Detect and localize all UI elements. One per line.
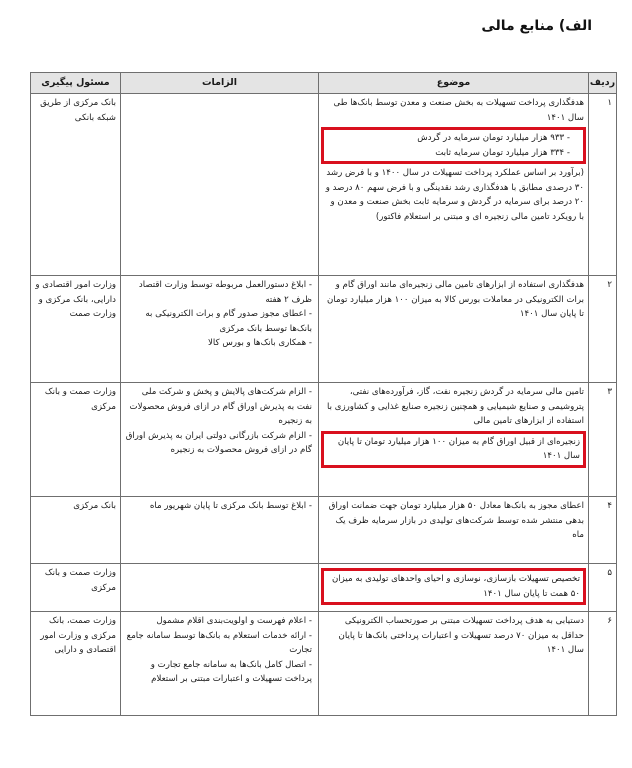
subject-text: هدفگذاری پرداخت تسهیلات به بخش صنعت و معدن توسط بانک‌ها طی سال ۱۴۰۱ [333,98,584,123]
document-title: الف) منابع مالی [481,18,592,34]
header-requirements: الزامات [121,73,319,94]
requirements-cell [121,276,319,383]
requirement-item: - ابلاغ توسط بانک مرکزی تا پایان شهریور ماه [149,501,312,511]
header-subject: موضوع [319,73,589,94]
header-row-number: ردیف [589,73,617,94]
row-number: ۲ [589,276,617,383]
responsible-cell: وزارت صمت، بانک مرکزی و وزارت امور اقتصادی و دارایی [31,612,121,716]
responsible-cell: وزارت امور اقتصادی و دارایی، بانک مرکزی و وزارت صمت [31,276,121,383]
highlight-box: تخصیص تسهیلات بازسازی، نوسازی و احیای واحدهای تولیدی به میزان ۵۰ همت تا پایان سال ۱۴۰۱ [321,568,586,605]
requirements-cell [121,383,319,497]
table-header-row [31,73,617,94]
requirements-cell [121,612,319,716]
table-row [31,276,617,383]
requirements-cell [121,497,319,564]
requirement-item: - ابلاغ دستورالعمل مربوطه توسط وزارت اقتصاد ظرف ۲ هفته [138,280,312,305]
subject-cell [319,564,589,612]
subject-note: (برآورد بر اساس عملکرد پرداخت تسهیلات در سال ۱۴۰۰ و با فرض رشد ۳۰ درصدی مطابق با هدفگذاری رشد نقدینگی و با فرض سهم ۸۰ درصد و ۲۰ درصد برای سرمایه در گردش و سرمایه ثابت بخش صنعت و معدن و با رویکرد تامین مالی زنجیره ای و مبتنی بر استعلام فاکتور) [325,168,584,222]
responsible-cell: بانک مرکزی [31,497,121,564]
header-responsible: مسئول پیگیری [31,73,121,94]
financial-resources-table [30,72,617,716]
requirement-item: - ارائه خدمات استعلام به بانک‌ها توسط سامانه جامع تجارت [126,630,312,655]
highlight-box: زنجیره‌ای از قبیل اوراق گام به میزان ۱۰۰ هزار میلیارد تومان تا پایان سال ۱۴۰۱ [321,431,586,468]
row-number: ۵ [589,564,617,612]
requirement-item: - همکاری بانک‌ها و بورس کالا [208,338,312,348]
responsible-cell: وزارت صمت و بانک مرکزی [31,564,121,612]
subject-cell [319,94,589,276]
table-row [31,612,617,716]
row-number: ۳ [589,383,617,497]
responsible-cell: بانک مرکزی از طریق شبکه بانکی [31,94,121,276]
subject-cell [319,383,589,497]
row-number: ۴ [589,497,617,564]
subject-cell: هدفگذاری استفاده از ابزارهای تامین مالی زنجیره‌ای مانند اوراق گام و برات الکترونیکی در معاملات بورس کالا به میزان ۱۰۰ هزار میلیارد تومان تا پایان سال ۱۴۰۱ [319,276,589,383]
subject-subitem: - ۳۳۴ هزار میلیارد تومان سرمایه ثابت [435,147,570,158]
highlight-box [321,127,586,164]
table-row [31,564,617,612]
requirement-item: - الزام شرکت‌های پالایش و پخش و شرکت ملی نفت به پذیرش اوراق گام در ازای فروش محصولات به زنجیره [129,387,312,426]
requirements-cell [121,564,319,612]
row-number: ۱ [589,94,617,276]
subject-cell: اعطای مجوز به بانک‌ها معادل ۵۰ هزار میلیارد تومان جهت ضمانت اوراق بدهی منتشر شده توسط شرکت‌های تولیدی در بازار سرمایه ظرف یک ماه [319,497,589,564]
requirement-item: - الزام شرکت بازرگانی دولتی ایران به پذیرش اوراق گام در ازای فروش محصولات به زنجیره [125,430,312,455]
subject-text: تامین مالی سرمایه در گردش زنجیره نفت، گاز، فرآورده‌های نفتی، پتروشیمی و صنایع شیمیایی و همچنین زنجیره صنایع غذایی و کشاورزی با استفاده از ابزارهای تامین مالی [327,387,584,426]
row-number: ۶ [589,612,617,716]
table-row [31,497,617,564]
responsible-cell: وزارت صمت و بانک مرکزی [31,383,121,497]
subject-cell: دستیابی به هدف پرداخت تسهیلات مبتنی بر صورتحساب الکترونیکی حداقل به میزان ۷۰ درصد تسهیلات و اعتبارات پرداختی بانک‌ها تا پایان سال ۱۴۰۱ [319,612,589,716]
requirement-item: - اعلام فهرست و اولویت‌بندی اقلام مشمول [156,616,312,626]
requirement-item: - اتصال کامل بانک‌ها به سامانه جامع تجارت و پرداخت تسهیلات و اعتبارات مبتنی بر استعلام [150,659,312,684]
subject-subitem: - ۹۳۳ هزار میلیارد تومان سرمایه در گردش [417,133,570,143]
requirement-item: - اعطای مجوز صدور گام و برات الکترونیکی به بانک‌ها توسط بانک مرکزی [145,309,312,334]
requirements-cell [121,94,319,276]
table-row [31,94,617,276]
table-row [31,383,617,497]
